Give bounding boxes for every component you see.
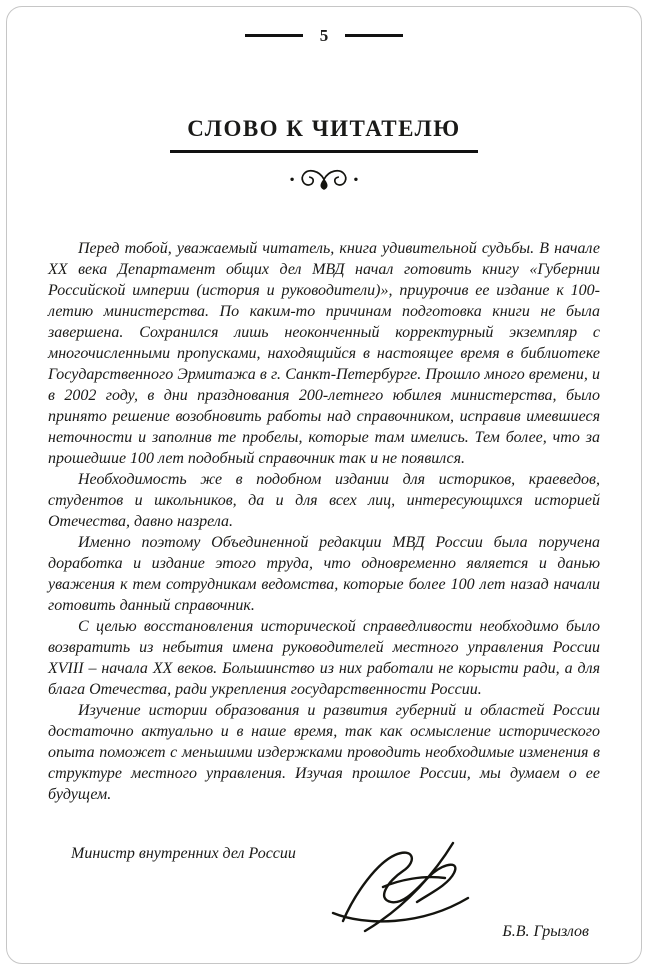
page-header [7,27,641,44]
title-block [7,115,641,197]
signer-role: Министр внутренних дел России [71,845,296,862]
signer-name: Б.В. Грызлов [502,923,589,940]
header-rule-left [245,34,303,37]
paragraph: Перед тобой, уважаемый читатель, книга удивительной судьбы. В начале XX века Департамент общих дел МВД начал готовить книгу «Губернии Российской империи (история и руководители)», приурочив ее издание к 100-летию министерства. По каким-то причинам подготовка книги не была завершена. Сохранился лишь неоконченный корректурный экземпляр с многочисленными пропусками, находящийся в настоящее время в библиотеке Государственного Эрмитажа в г. Санкт-Петербурге. Прошло много времени, и в 2002 году, в дни празднования 200-летнего юбилея министерства, было принято решение возобновить работы над справочником, исправив имевшиеся неточности и заполнив те пробелы, которые там имелись. Тем более, что за прошедшие 100 лет подобный справочник так и не появился. [48,240,600,467]
body-text [48,238,600,805]
paragraph: Именно поэтому Объединенной редакции МВД России была поручена доработка и издание этого труда, что одновременно является и данью уважения к тем сотрудникам ведомства, которые более 100 лет назад начали готовить данный справочник. [48,534,600,614]
paragraph: Изучение истории образования и развития губерний и областей России достаточно актуально и в наше время, так как осмысление исторического опыта поможет с меньшими издержками проводить необходимые изменения в структуре местного управления. Изучая прошлое России, мы думаем о ее будущем. [48,702,600,803]
page-number: 5 [319,26,329,45]
book-page [6,6,642,964]
chapter-title: СЛОВО К ЧИТАТЕЛЮ [187,116,461,141]
paragraph: С целью восстановления исторической справедливости необходимо было возвратить из небытия имена руководителей местного управления России XVIII – начала XX веков. Большинство из них работали не корысти ради, а для блага Отечества, ради укрепления государственности России. [48,618,600,698]
paragraph: Необходимость же в подобном издании для историков, краеведов, студентов и школьников, да и для всех лиц, интересующихся историей Отечества, давно назрела. [48,471,600,530]
fleuron-ornament-icon [7,163,641,197]
header-rule-right [345,34,403,37]
signature-image [325,825,475,937]
title-rule [170,150,478,154]
